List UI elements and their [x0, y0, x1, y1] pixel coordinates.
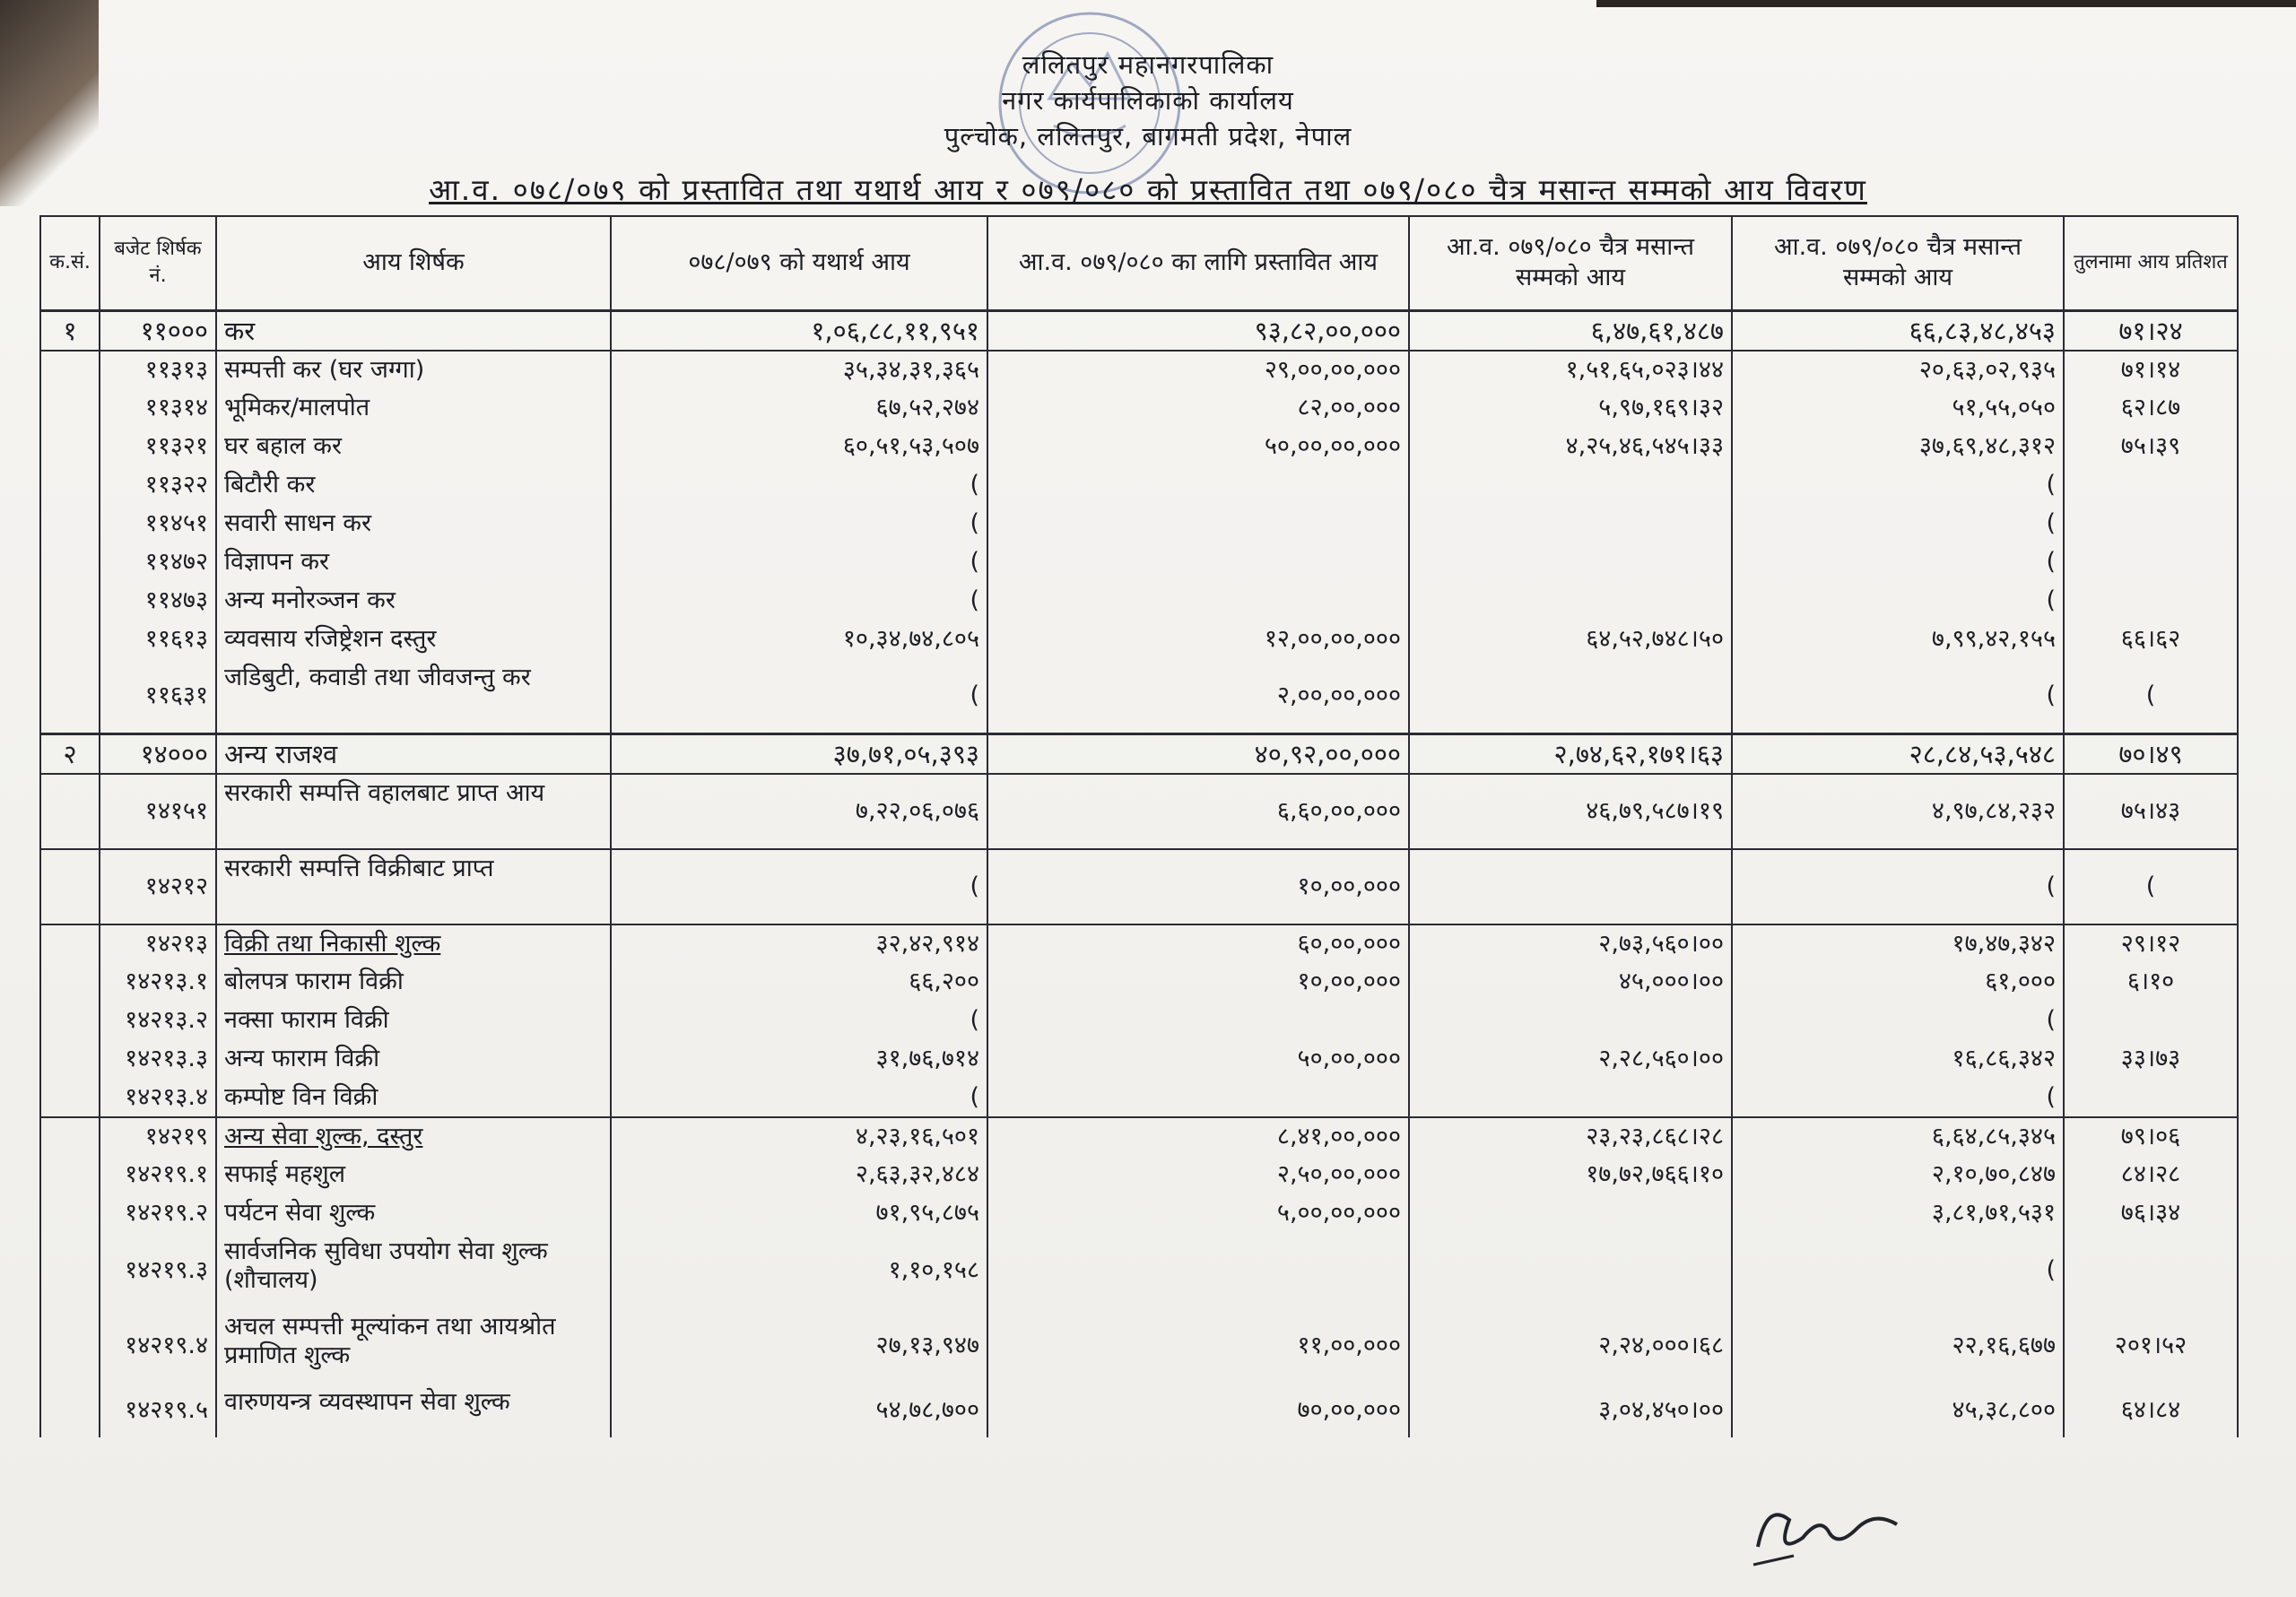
budget-code-cell: ११०००	[100, 310, 216, 351]
income-title-cell: वारुणयन्त्र व्यवस्थापन सेवा शुल्क	[216, 1384, 611, 1437]
chaitra-income-cell	[1409, 543, 1732, 582]
serial-cell	[40, 505, 100, 543]
proposed-income-cell: ६०,००,०००	[987, 924, 1409, 963]
proposed-income-cell: २,००,००,०००	[987, 659, 1409, 734]
proposed-income-cell: ४०,९२,००,०००	[987, 734, 1409, 775]
income-title-cell: विक्री तथा निकासी शुल्क	[216, 924, 611, 963]
serial-cell	[40, 466, 100, 505]
income-title-cell: विज्ञापन कर	[216, 543, 611, 582]
budget-code-cell: १४२१३	[100, 924, 216, 963]
actual-income-cell: (	[611, 659, 987, 734]
chaitra-income-cell: १,५१,६५,०२३।४४	[1409, 351, 1732, 389]
chaitra-income-cell-2: २,१०,७०,८४७	[1732, 1156, 2064, 1194]
percent-cell: ६।१०	[2064, 963, 2238, 1002]
chaitra-income-cell: २,७४,६२,१७१।६३	[1409, 734, 1732, 775]
table-row	[40, 1384, 2238, 1437]
income-title-cell: सरकारी सम्पत्ति वहालबाट प्राप्त आय	[216, 774, 611, 849]
income-title-cell: कम्पोष्ट विन विक्री	[216, 1079, 611, 1117]
table-row	[40, 1233, 2238, 1308]
serial-cell: १	[40, 310, 100, 351]
proposed-income-cell: ८२,००,०००	[987, 389, 1409, 428]
income-title-cell: सवारी साधन कर	[216, 505, 611, 543]
income-title-cell: अचल सम्पत्ती मूल्यांकन तथा आयश्रोत प्रमाणित शुल्क	[216, 1308, 611, 1384]
chaitra-income-cell: २,२४,०००।६८	[1409, 1308, 1732, 1384]
budget-code-cell: १४२१२	[100, 849, 216, 924]
budget-code-cell: १४२१९.४	[100, 1308, 216, 1384]
proposed-income-cell: ९३,८२,००,०००	[987, 310, 1409, 351]
table-row	[40, 963, 2238, 1002]
table-body	[40, 310, 2238, 1437]
col-header-title: आय शिर्षक	[216, 216, 611, 310]
income-title-cell: अन्य फाराम विक्री	[216, 1040, 611, 1079]
chaitra-income-cell-2: ४५,३८,८००	[1732, 1384, 2064, 1437]
percent-cell	[2064, 543, 2238, 582]
table-row	[40, 466, 2238, 505]
actual-income-cell: ३७,७१,०५,३९३	[611, 734, 987, 775]
income-title-cell: पर्यटन सेवा शुल्क	[216, 1194, 611, 1233]
percent-cell: (	[2064, 849, 2238, 924]
budget-code-cell: १४२१३.२	[100, 1002, 216, 1040]
serial-cell	[40, 774, 100, 849]
percent-cell	[2064, 1002, 2238, 1040]
percent-cell: ७६।३४	[2064, 1194, 2238, 1233]
chaitra-income-cell-2: (	[1732, 1079, 2064, 1117]
budget-code-cell: ११४७३	[100, 582, 216, 621]
income-title-cell: व्यवसाय रजिष्ट्रेशन दस्तुर	[216, 621, 611, 659]
income-title-cell: बोलपत्र फाराम विक्री	[216, 963, 611, 1002]
percent-cell: ६६।६२	[2064, 621, 2238, 659]
proposed-income-cell: ५०,००,०००	[987, 1040, 1409, 1079]
chaitra-income-cell	[1409, 1079, 1732, 1117]
actual-income-cell: ६०,५१,५३,५०७	[611, 428, 987, 466]
actual-income-cell: २७,१३,९४७	[611, 1308, 987, 1384]
budget-code-cell: १४२१९.३	[100, 1233, 216, 1308]
municipality-name: ललितपुर महानगरपालिका	[1022, 49, 1274, 80]
budget-code-cell: ११३१४	[100, 389, 216, 428]
income-title-cell: बिटौरी कर	[216, 466, 611, 505]
chaitra-income-cell-2: ३७,६९,४८,३१२	[1732, 428, 2064, 466]
actual-income-cell: (	[611, 466, 987, 505]
percent-cell: ७०।४९	[2064, 734, 2238, 775]
percent-cell: ७५।४३	[2064, 774, 2238, 849]
actual-income-cell: ६६,२००	[611, 963, 987, 1002]
chaitra-income-cell-2: ६६,८३,४८,४५३	[1732, 310, 2064, 351]
chaitra-income-cell: ३,०४,४५०।००	[1409, 1384, 1732, 1437]
chaitra-income-cell-2: (	[1732, 659, 2064, 734]
table-header-row	[40, 216, 2238, 310]
chaitra-income-cell-2: (	[1732, 505, 2064, 543]
percent-cell: ७१।२४	[2064, 310, 2238, 351]
table-row	[40, 428, 2238, 466]
table-row	[40, 774, 2238, 849]
budget-code-cell: १४२१९	[100, 1117, 216, 1156]
col-header-chaitra-1: आ.व. ०७९/०८० चैत्र मसान्त सम्मको आय	[1409, 216, 1732, 310]
income-title-cell: सफाई महशुल	[216, 1156, 611, 1194]
table-row	[40, 734, 2238, 775]
proposed-income-cell	[987, 1079, 1409, 1117]
chaitra-income-cell: २,२८,५६०।००	[1409, 1040, 1732, 1079]
serial-cell	[40, 621, 100, 659]
serial-cell	[40, 351, 100, 389]
table-row	[40, 849, 2238, 924]
serial-cell	[40, 1002, 100, 1040]
chaitra-income-cell-2: ४,९७,८४,२३२	[1732, 774, 2064, 849]
percent-cell	[2064, 505, 2238, 543]
col-header-actual: ०७८/०७९ को यथार्थ आय	[611, 216, 987, 310]
income-title-cell: घर बहाल कर	[216, 428, 611, 466]
chaitra-income-cell	[1409, 1194, 1732, 1233]
serial-cell	[40, 428, 100, 466]
budget-code-cell: ११३२२	[100, 466, 216, 505]
chaitra-income-cell	[1409, 1002, 1732, 1040]
proposed-income-cell: २,५०,००,०००	[987, 1156, 1409, 1194]
budget-code-cell: ११३१३	[100, 351, 216, 389]
actual-income-cell: ५४,७८,७००	[611, 1384, 987, 1437]
table-row	[40, 1156, 2238, 1194]
income-title-cell: सरकारी सम्पत्ति विक्रीबाट प्राप्त	[216, 849, 611, 924]
income-title-cell: अन्य राजश्व	[216, 734, 611, 775]
chaitra-income-cell-2: ५१,५५,०५०	[1732, 389, 2064, 428]
income-title-cell: जडिबुटी, कवाडी तथा जीवजन्तु कर	[216, 659, 611, 734]
chaitra-income-cell	[1409, 466, 1732, 505]
chaitra-income-cell	[1409, 849, 1732, 924]
percent-cell	[2064, 466, 2238, 505]
chaitra-income-cell-2: २०,६३,०२,९३५	[1732, 351, 2064, 389]
percent-cell	[2064, 1079, 2238, 1117]
actual-income-cell: २,६३,३२,४८४	[611, 1156, 987, 1194]
percent-cell: ७५।३९	[2064, 428, 2238, 466]
chaitra-income-cell	[1409, 505, 1732, 543]
actual-income-cell: ३२,४२,९१४	[611, 924, 987, 963]
chaitra-income-cell: ६४,५२,७४८।५०	[1409, 621, 1732, 659]
chaitra-income-cell	[1409, 659, 1732, 734]
serial-cell	[40, 1117, 100, 1156]
actual-income-cell: (	[611, 849, 987, 924]
table-row	[40, 1079, 2238, 1117]
actual-income-cell: ३१,७६,७१४	[611, 1040, 987, 1079]
table-row	[40, 582, 2238, 621]
actual-income-cell: ७,२२,०६,०७६	[611, 774, 987, 849]
proposed-income-cell	[987, 466, 1409, 505]
table-row	[40, 1308, 2238, 1384]
proposed-income-cell: १२,००,००,०००	[987, 621, 1409, 659]
document-header	[0, 47, 2296, 154]
table-row	[40, 1002, 2238, 1040]
serial-cell	[40, 924, 100, 963]
percent-cell: ७१।१४	[2064, 351, 2238, 389]
chaitra-income-cell-2: १६,८६,३४२	[1732, 1040, 2064, 1079]
table-row	[40, 310, 2238, 351]
percent-cell: ३३।७३	[2064, 1040, 2238, 1079]
table-row	[40, 1194, 2238, 1233]
actual-income-cell: ७१,९५,८७५	[611, 1194, 987, 1233]
budget-code-cell: १४१५१	[100, 774, 216, 849]
proposed-income-cell: ५,००,००,०००	[987, 1194, 1409, 1233]
actual-income-cell: ३५,३४,३१,३६५	[611, 351, 987, 389]
budget-code-cell: १४२१३.३	[100, 1040, 216, 1079]
chaitra-income-cell: २३,२३,८६८।२८	[1409, 1117, 1732, 1156]
serial-cell	[40, 389, 100, 428]
chaitra-income-cell-2: ६१,०००	[1732, 963, 2064, 1002]
proposed-income-cell	[987, 505, 1409, 543]
income-title-cell: सार्वजनिक सुविधा उपयोग सेवा शुल्क (शौचालय)	[216, 1233, 611, 1308]
actual-income-cell: ६७,५२,२७४	[611, 389, 987, 428]
chaitra-income-cell-2: २८,८४,५३,५४८	[1732, 734, 2064, 775]
proposed-income-cell: १०,००,०००	[987, 963, 1409, 1002]
table-row	[40, 505, 2238, 543]
proposed-income-cell: २९,००,००,०००	[987, 351, 1409, 389]
chaitra-income-cell	[1409, 1233, 1732, 1308]
col-header-proposed: आ.व. ०७९/०८० का लागि प्रस्तावित आय	[987, 216, 1409, 310]
chaitra-income-cell-2: (	[1732, 849, 2064, 924]
budget-code-cell: १४२१९.१	[100, 1156, 216, 1194]
serial-cell	[40, 1384, 100, 1437]
proposed-income-cell: ७०,००,०००	[987, 1384, 1409, 1437]
serial-cell	[40, 1040, 100, 1079]
percent-cell: ६२।८७	[2064, 389, 2238, 428]
budget-code-cell: ११४५१	[100, 505, 216, 543]
chaitra-income-cell-2: (	[1732, 582, 2064, 621]
table-row	[40, 543, 2238, 582]
percent-cell: ६४।८४	[2064, 1384, 2238, 1437]
budget-code-cell: १४२१९.२	[100, 1194, 216, 1233]
chaitra-income-cell	[1409, 582, 1732, 621]
income-table	[39, 215, 2239, 1437]
serial-cell	[40, 1233, 100, 1308]
chaitra-income-cell-2: १७,४७,३४२	[1732, 924, 2064, 963]
table-row	[40, 659, 2238, 734]
proposed-income-cell: ११,००,०००	[987, 1308, 1409, 1384]
proposed-income-cell: ८,४१,००,०००	[987, 1117, 1409, 1156]
serial-cell	[40, 1194, 100, 1233]
budget-code-cell: ११६१३	[100, 621, 216, 659]
percent-cell	[2064, 582, 2238, 621]
actual-income-cell: (	[611, 582, 987, 621]
chaitra-income-cell-2: (	[1732, 466, 2064, 505]
chaitra-income-cell-2: (	[1732, 1233, 2064, 1308]
proposed-income-cell	[987, 582, 1409, 621]
proposed-income-cell	[987, 543, 1409, 582]
chaitra-income-cell-2: (	[1732, 543, 2064, 582]
table-row	[40, 924, 2238, 963]
chaitra-income-cell: १७,७२,७६६।१०	[1409, 1156, 1732, 1194]
budget-code-cell: ११४७२	[100, 543, 216, 582]
serial-cell	[40, 1156, 100, 1194]
serial-cell	[40, 1308, 100, 1384]
budget-code-cell: १४२१३.४	[100, 1079, 216, 1117]
chaitra-income-cell-2: (	[1732, 1002, 2064, 1040]
proposed-income-cell	[987, 1233, 1409, 1308]
col-header-sn: क.सं.	[40, 216, 100, 310]
serial-cell: २	[40, 734, 100, 775]
income-title-cell: कर	[216, 310, 611, 351]
chaitra-income-cell: ६,४७,६१,४८७	[1409, 310, 1732, 351]
chaitra-income-cell: ५,९७,१६९।३२	[1409, 389, 1732, 428]
col-header-percent: तुलनामा आय प्रतिशत	[2064, 216, 2238, 310]
serial-cell	[40, 543, 100, 582]
chaitra-income-cell: २,७३,५६०।००	[1409, 924, 1732, 963]
actual-income-cell: ४,२३,१६,५०१	[611, 1117, 987, 1156]
income-title-cell: अन्य मनोरञ्जन कर	[216, 582, 611, 621]
table-row	[40, 621, 2238, 659]
table-row	[40, 351, 2238, 389]
percent-cell	[2064, 1233, 2238, 1308]
serial-cell	[40, 659, 100, 734]
income-title-cell: भूमिकर/मालपोत	[216, 389, 611, 428]
budget-code-cell: १४२१९.५	[100, 1384, 216, 1437]
serial-cell	[40, 963, 100, 1002]
chaitra-income-cell-2: ७,९९,४२,१५५	[1732, 621, 2064, 659]
col-header-code: बजेट शिर्षक नं.	[100, 216, 216, 310]
chaitra-income-cell-2: ६,६४,८५,३४५	[1732, 1117, 2064, 1156]
percent-cell: ८४।२८	[2064, 1156, 2238, 1194]
proposed-income-cell: १०,००,०००	[987, 849, 1409, 924]
actual-income-cell: १,०६,८८,११,९५१	[611, 310, 987, 351]
document-title: आ.व. ०७८/०७९ को प्रस्तावित तथा यथार्थ आय र ०७९/०८० को प्रस्तावित तथा ०७९/०८० चैत्र मसान्त सम्मको आय विवरण	[429, 172, 1867, 207]
signature-icon	[1740, 1484, 1919, 1574]
photo-edge	[1596, 0, 2296, 7]
proposed-income-cell: ६,६०,००,०००	[987, 774, 1409, 849]
table-row	[40, 389, 2238, 428]
percent-cell: (	[2064, 659, 2238, 734]
budget-code-cell: ११३२१	[100, 428, 216, 466]
chaitra-income-cell: ४६,७९,५८७।१९	[1409, 774, 1732, 849]
chaitra-income-cell-2: ३,८१,७१,५३१	[1732, 1194, 2064, 1233]
budget-code-cell: १४०००	[100, 734, 216, 775]
actual-income-cell: १,१०,१५८	[611, 1233, 987, 1308]
percent-cell: २०१।५२	[2064, 1308, 2238, 1384]
actual-income-cell: (	[611, 505, 987, 543]
chaitra-income-cell: ४५,०००।००	[1409, 963, 1732, 1002]
serial-cell	[40, 1079, 100, 1117]
percent-cell: ७९।०६	[2064, 1117, 2238, 1156]
actual-income-cell: १०,३४,७४,८०५	[611, 621, 987, 659]
serial-cell	[40, 849, 100, 924]
actual-income-cell: (	[611, 543, 987, 582]
office-address: पुल्चोक, ललितपुर, बागमती प्रदेश, नेपाल	[944, 121, 1352, 152]
table-row	[40, 1117, 2238, 1156]
budget-code-cell: १४२१३.१	[100, 963, 216, 1002]
income-title-cell: सम्पत्ती कर (घर जग्गा)	[216, 351, 611, 389]
percent-cell: २९।१२	[2064, 924, 2238, 963]
chaitra-income-cell: ४,२५,४६,५४५।३३	[1409, 428, 1732, 466]
income-title-cell: अन्य सेवा शुल्क, दस्तुर	[216, 1117, 611, 1156]
table-row	[40, 1040, 2238, 1079]
proposed-income-cell	[987, 1002, 1409, 1040]
office-name: नगर कार्यपालिकाको कार्यालय	[1002, 85, 1294, 116]
proposed-income-cell: ५०,००,००,०००	[987, 428, 1409, 466]
actual-income-cell: (	[611, 1002, 987, 1040]
actual-income-cell: (	[611, 1079, 987, 1117]
chaitra-income-cell-2: २२,१६,६७७	[1732, 1308, 2064, 1384]
budget-code-cell: ११६३१	[100, 659, 216, 734]
col-header-chaitra-2: आ.व. ०७९/०८० चैत्र मसान्त सम्मको आय	[1732, 216, 2064, 310]
income-title-cell: नक्सा फाराम विक्री	[216, 1002, 611, 1040]
serial-cell	[40, 582, 100, 621]
